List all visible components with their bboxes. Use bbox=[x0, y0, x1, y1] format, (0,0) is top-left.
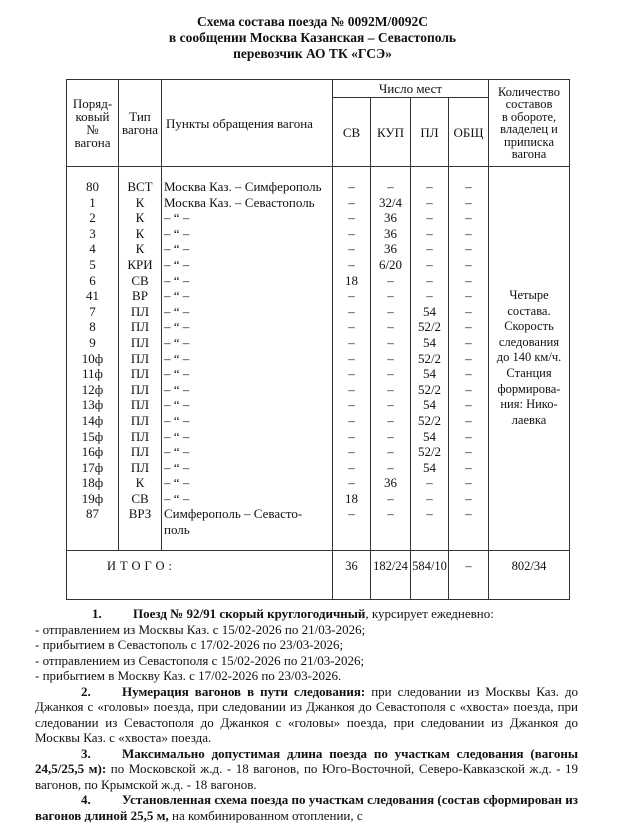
cell-kup: – bbox=[387, 381, 394, 397]
header-text: Количество bbox=[498, 84, 560, 99]
cell-sv: – bbox=[348, 334, 355, 350]
cell-obsh: – bbox=[465, 194, 472, 210]
note-line: Скорость bbox=[504, 319, 554, 334]
cell-obsh: – bbox=[465, 272, 472, 288]
cell-obsh: – bbox=[465, 475, 472, 491]
cell-kup: 6/20 bbox=[378, 256, 403, 272]
cell-obsh-cont bbox=[449, 522, 488, 538]
cell-num: 19ф bbox=[81, 490, 104, 506]
header-quantity bbox=[489, 80, 570, 167]
document-title bbox=[0, 14, 625, 62]
cell-type: СВ bbox=[131, 490, 149, 506]
total-pl: 584/10 bbox=[411, 551, 449, 600]
header-text: № bbox=[86, 122, 99, 137]
cell-points: Москва Каз. – Севастополь bbox=[164, 194, 315, 210]
note-1-line: - прибытием в Москву Каз. с 17/02-2026 по 23/03-2026. bbox=[35, 668, 342, 683]
cell-points: – “ – bbox=[164, 225, 190, 241]
cell-pl: 52/2 bbox=[417, 412, 442, 428]
cell-pl: – bbox=[426, 256, 433, 272]
cell-num: 15ф bbox=[81, 428, 104, 444]
header-kup: КУП bbox=[371, 98, 411, 167]
cell-kup: – bbox=[387, 428, 394, 444]
column-pl bbox=[411, 167, 449, 551]
cell-kup: 36 bbox=[384, 225, 397, 241]
cell-num: 14ф bbox=[81, 412, 104, 428]
cell-sv: – bbox=[348, 397, 355, 413]
note-number: 2. bbox=[81, 683, 91, 699]
column-points bbox=[162, 167, 333, 551]
header-text: вагона bbox=[122, 122, 158, 137]
cell-obsh: – bbox=[465, 210, 472, 226]
cell-pl: 54 bbox=[423, 366, 436, 382]
cell-num: 12ф bbox=[81, 381, 104, 397]
header-text: Тип bbox=[129, 109, 151, 124]
header-car-number bbox=[67, 80, 119, 167]
cell-obsh: – bbox=[465, 459, 472, 475]
cell-pl: 54 bbox=[423, 334, 436, 350]
cell-sv: – bbox=[348, 412, 355, 428]
cell-points: Москва Каз. – Симферополь bbox=[164, 179, 322, 194]
header-text: владелец и bbox=[500, 122, 558, 136]
cell-points: – “ – bbox=[164, 428, 190, 444]
cell-obsh: – bbox=[465, 241, 472, 257]
train-scheme-table bbox=[66, 79, 570, 600]
note-bold: Нумерация вагонов в пути следования: bbox=[122, 683, 366, 699]
header-sv: СВ bbox=[333, 98, 371, 167]
cell-points: – “ – bbox=[164, 459, 190, 475]
cell-kup: – bbox=[387, 303, 394, 319]
cell-pl: 54 bbox=[423, 459, 436, 475]
cell-num: 41 bbox=[86, 288, 99, 304]
cell-points: – “ – bbox=[164, 490, 190, 506]
note-line: следования bbox=[498, 334, 560, 349]
cell-points: – “ – bbox=[164, 350, 190, 366]
header-car-type bbox=[119, 80, 162, 167]
cell-kup: 36 bbox=[384, 241, 397, 257]
cell-obsh: – bbox=[465, 412, 472, 428]
total-qty: 802/34 bbox=[489, 551, 570, 600]
header-text: ковый bbox=[75, 109, 110, 124]
cell-type: ПЛ bbox=[130, 444, 150, 460]
cell-num: 2 bbox=[89, 210, 96, 226]
cell-points: – “ – bbox=[164, 381, 190, 397]
cell-sv: – bbox=[348, 366, 355, 382]
cell-type: ВРЗ bbox=[128, 506, 152, 522]
cell-sv: – bbox=[348, 256, 355, 272]
cell-num: 10ф bbox=[81, 350, 104, 366]
column-car-numbers bbox=[67, 167, 119, 551]
column-obsh bbox=[449, 167, 489, 551]
cell-num: 4 bbox=[89, 241, 96, 257]
cell-num: 3 bbox=[89, 225, 96, 241]
cell-obsh: – bbox=[465, 506, 472, 522]
cell-sv: – bbox=[348, 179, 355, 194]
header-text: вагона bbox=[511, 147, 547, 161]
note-line: до 140 км/ч. bbox=[496, 350, 562, 365]
cell-type: ПЛ bbox=[130, 350, 150, 366]
cell-points: – “ – bbox=[164, 475, 190, 491]
cell-sv: – bbox=[348, 459, 355, 475]
cell-num: 6 bbox=[89, 272, 96, 288]
note-number: 4. bbox=[81, 792, 91, 807]
cell-type: ПЛ bbox=[130, 319, 150, 335]
cell-obsh: – bbox=[465, 366, 472, 382]
cell-type: ПЛ bbox=[130, 397, 150, 413]
cell-num: 9 bbox=[89, 334, 96, 350]
cell-points: – “ – bbox=[164, 397, 190, 413]
total-sv: 36 bbox=[333, 551, 371, 600]
cell-pl: 54 bbox=[423, 397, 436, 413]
notes-section bbox=[35, 606, 579, 823]
note-1-line: - отправлением из Севастополя с 15/02-2026 по 21/03-2026; bbox=[35, 652, 365, 668]
cell-type: ПЛ bbox=[130, 459, 150, 475]
cell-sv: – bbox=[348, 319, 355, 335]
cell-num: 18ф bbox=[81, 475, 104, 491]
cell-obsh: – bbox=[465, 350, 472, 366]
cell-kup: – bbox=[387, 334, 394, 350]
cell-obsh: – bbox=[465, 179, 472, 194]
cell-pl: – bbox=[426, 194, 433, 210]
cell-obsh: – bbox=[465, 225, 472, 241]
cell-points: – “ – bbox=[164, 288, 190, 304]
cell-kup: – bbox=[387, 459, 394, 475]
cell-pl: 52/2 bbox=[417, 381, 442, 397]
cell-num: 7 bbox=[89, 303, 96, 319]
column-quantity-note bbox=[489, 167, 570, 551]
note-4 bbox=[35, 792, 578, 823]
cell-kup: – bbox=[387, 319, 394, 335]
cell-kup: – bbox=[387, 412, 394, 428]
cell-kup: 36 bbox=[384, 210, 397, 226]
header-text: в обороте, bbox=[501, 109, 557, 124]
cell-sv: – bbox=[348, 350, 355, 366]
cell-kup: – bbox=[387, 444, 394, 460]
cell-points: – “ – bbox=[164, 256, 190, 272]
cell-sv-cont bbox=[333, 522, 370, 538]
header-pl: ПЛ bbox=[411, 98, 449, 167]
total-label: ИТОГО: bbox=[67, 551, 333, 600]
cell-obsh: – bbox=[465, 256, 472, 272]
total-row bbox=[67, 551, 570, 600]
cell-num-cont bbox=[67, 522, 118, 538]
cell-type: ВСТ bbox=[127, 179, 153, 194]
cell-kup: 36 bbox=[384, 475, 397, 491]
total-obsh: – bbox=[449, 551, 489, 600]
title-line-3: перевозчик АО ТК «ГСЭ» bbox=[233, 46, 392, 61]
cell-num: 87 bbox=[86, 506, 99, 522]
cell-type: ВР bbox=[132, 288, 148, 304]
note-bold: Установленная схема поезда по участкам следования (состав сформирован из вагонов длиной 25,5 м, bbox=[35, 792, 578, 823]
cell-type: К bbox=[135, 225, 145, 241]
cell-type: ПЛ bbox=[130, 366, 150, 382]
cell-sv: – bbox=[348, 241, 355, 257]
cell-obsh: – bbox=[465, 334, 472, 350]
cell-kup-cont bbox=[371, 522, 410, 538]
cell-type: ПЛ bbox=[130, 303, 150, 319]
note-2 bbox=[35, 684, 578, 746]
cell-points: – “ – bbox=[164, 272, 190, 288]
cell-pl-cont bbox=[411, 522, 448, 538]
cell-num: 5 bbox=[89, 256, 96, 272]
note-text: по Московской ж.д. - 18 вагонов, по Юго-Восточной, Северо-Кавказской ж.д. - 19 вагонов, по Крымской ж.д. - 18 вагонов. bbox=[35, 761, 579, 792]
cell-points-cont: поль bbox=[164, 522, 190, 538]
cell-points: – “ – bbox=[164, 444, 190, 460]
cell-pl: – bbox=[426, 506, 433, 522]
cell-points: – “ – bbox=[164, 412, 190, 428]
cell-kup: 32/4 bbox=[378, 194, 403, 210]
header-text: вагона bbox=[74, 135, 111, 150]
cell-pl: – bbox=[426, 272, 433, 288]
cell-obsh: – bbox=[465, 428, 472, 444]
cell-kup: – bbox=[387, 506, 394, 522]
note-text: при следовании из Москвы Каз. до Джанкоя с «головы» поезда, при следовании из Джанкоя до Севастополя с «хвоста» поезда, при следовании из Севастополя до Джанкоя с «головы» поезда, при следовании из Джанкоя до Москвы Каз. с «хвоста» поезда. bbox=[35, 683, 579, 745]
note-line: Станция bbox=[506, 365, 552, 380]
cell-sv: 18 bbox=[345, 490, 358, 506]
note-line: состава. bbox=[507, 303, 551, 318]
cell-pl: – bbox=[426, 490, 433, 506]
cell-points: Симферополь – Севасто- bbox=[164, 506, 303, 522]
cell-obsh: – bbox=[465, 288, 472, 304]
total-kup: 182/24 bbox=[371, 551, 411, 600]
cell-kup: – bbox=[387, 490, 394, 506]
cell-points: – “ – bbox=[164, 334, 190, 350]
note-text: на комбинированном отоплении, с bbox=[168, 807, 363, 823]
cell-num: 80 bbox=[86, 179, 99, 194]
cell-kup: – bbox=[387, 366, 394, 382]
title-line-2: в сообщении Москва Казанская – Севастополь bbox=[168, 30, 457, 45]
cell-sv: – bbox=[348, 288, 355, 304]
cell-pl: – bbox=[426, 179, 433, 194]
cell-pl: – bbox=[426, 210, 433, 226]
header-text: составов bbox=[505, 97, 553, 111]
cell-type: ПЛ bbox=[130, 381, 150, 397]
cell-sv: – bbox=[348, 210, 355, 226]
cell-num: 16ф bbox=[81, 444, 104, 460]
cell-type: СВ bbox=[131, 272, 149, 288]
cell-obsh: – bbox=[465, 444, 472, 460]
cell-points: – “ – bbox=[164, 241, 190, 257]
column-sv bbox=[333, 167, 371, 551]
cell-points: – “ – bbox=[164, 303, 190, 319]
cell-type: ПЛ bbox=[130, 412, 150, 428]
cell-num: 11ф bbox=[82, 366, 103, 382]
note-line: формирова- bbox=[497, 381, 561, 396]
cell-pl: 52/2 bbox=[417, 444, 442, 460]
note-1 bbox=[88, 606, 578, 622]
cell-obsh: – bbox=[465, 303, 472, 319]
cell-sv: – bbox=[348, 428, 355, 444]
column-kup bbox=[371, 167, 411, 551]
cell-sv: – bbox=[348, 506, 355, 522]
cell-sv: – bbox=[348, 444, 355, 460]
note-line: лаевка bbox=[511, 412, 547, 427]
note-line: ния: Нико- bbox=[500, 397, 558, 412]
cell-num: 17ф bbox=[81, 459, 104, 475]
cell-num: 1 bbox=[89, 194, 96, 210]
header-text: Поряд- bbox=[72, 96, 113, 111]
header-seats-group: Число мест bbox=[333, 80, 489, 98]
cell-pl: – bbox=[426, 241, 433, 257]
cell-sv: 18 bbox=[345, 272, 358, 288]
cell-obsh: – bbox=[465, 490, 472, 506]
note-number: 1. bbox=[92, 606, 102, 621]
cell-obsh: – bbox=[465, 381, 472, 397]
cell-pl: – bbox=[426, 225, 433, 241]
cell-type: К bbox=[135, 475, 145, 491]
quantity-note bbox=[489, 179, 569, 428]
cell-kup: – bbox=[387, 397, 394, 413]
cell-type: К bbox=[135, 194, 145, 210]
cell-points: – “ – bbox=[164, 210, 190, 226]
cell-sv: – bbox=[348, 194, 355, 210]
cell-obsh: – bbox=[465, 319, 472, 335]
cell-obsh: – bbox=[465, 397, 472, 413]
cell-type-cont bbox=[119, 522, 161, 538]
cell-pl: 54 bbox=[423, 303, 436, 319]
header-text: приписка bbox=[504, 134, 554, 149]
cell-kup: – bbox=[387, 179, 394, 194]
cell-sv: – bbox=[348, 225, 355, 241]
cell-sv: – bbox=[348, 381, 355, 397]
note-text: , курсирует ежедневно: bbox=[365, 606, 494, 621]
cell-type: КРИ bbox=[127, 256, 153, 272]
note-3 bbox=[35, 746, 578, 793]
cell-pl: – bbox=[426, 475, 433, 491]
header-points: Пункты обращения вагона bbox=[162, 80, 333, 167]
cell-pl: 52/2 bbox=[417, 319, 442, 335]
note-number: 3. bbox=[81, 745, 91, 761]
cell-kup: – bbox=[387, 272, 394, 288]
cell-points: – “ – bbox=[164, 366, 190, 382]
cell-sv: – bbox=[348, 475, 355, 491]
cell-kup: – bbox=[387, 350, 394, 366]
cell-kup: – bbox=[387, 288, 394, 304]
cell-type: ПЛ bbox=[130, 428, 150, 444]
cell-points: – “ – bbox=[164, 319, 190, 335]
header-obsh: ОБЩ bbox=[449, 98, 489, 167]
cell-pl: – bbox=[426, 288, 433, 304]
cell-type: К bbox=[135, 210, 145, 226]
cell-pl: 52/2 bbox=[417, 350, 442, 366]
note-1-line: - отправлением из Москвы Каз. с 15/02-2026 по 21/03-2026; bbox=[35, 621, 366, 637]
cell-type: ПЛ bbox=[130, 334, 150, 350]
cell-type: К bbox=[135, 241, 145, 257]
note-line: Четыре bbox=[509, 288, 549, 302]
cell-num: 13ф bbox=[81, 397, 104, 413]
note-bold: Поезд № 92/91 скорый круглогодичный bbox=[133, 606, 366, 621]
title-line-1: Схема состава поезда № 0092М/0092С bbox=[197, 14, 428, 29]
cell-num: 8 bbox=[89, 319, 96, 335]
note-1-line: - прибытием в Севастополь с 17/02-2026 по 23/03-2026; bbox=[35, 637, 344, 652]
cell-pl: 54 bbox=[423, 428, 436, 444]
column-car-types bbox=[119, 167, 162, 551]
note-bold: Максимально допустимая длина поезда по участкам следования (вагоны 24,5/25,5 м): bbox=[35, 745, 578, 776]
cell-sv: – bbox=[348, 303, 355, 319]
